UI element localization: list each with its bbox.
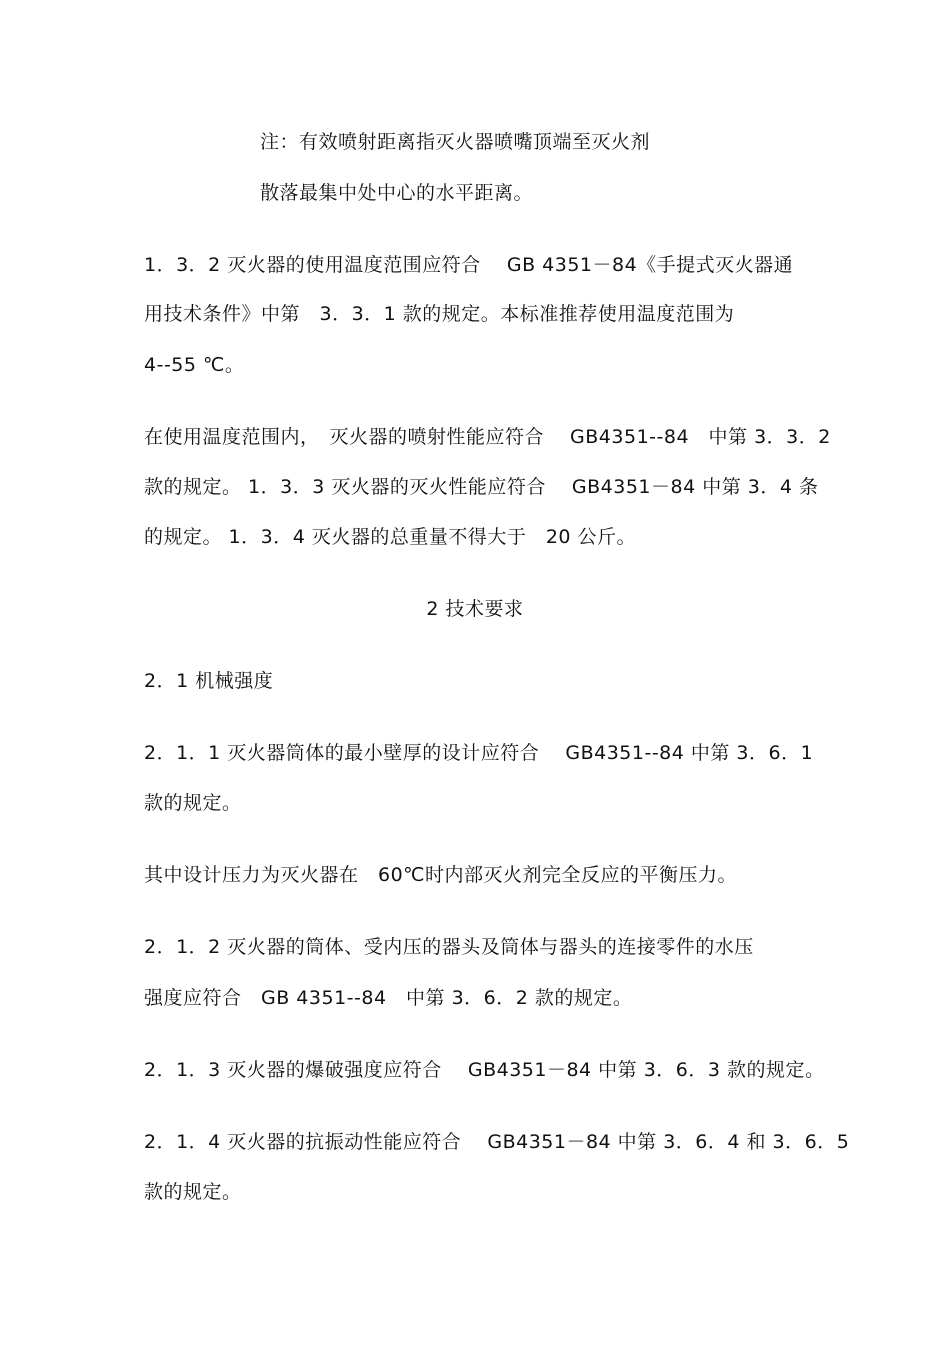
clause-1-3-2-line-2: 用技术条件》中第 3．3．1 款的规定。本标准推荐使用温度范围为	[144, 303, 735, 325]
note-line-1: 注：有效喷射距离指灭火器喷嘴顶端至灭火剂	[260, 131, 651, 153]
spray-paragraph-line-2: 款的规定。 1．3．3 灭火器的灭火性能应符合 GB4351－84 中第 3．4 条	[144, 476, 819, 498]
clause-2-1-3: 2．1．3 灭火器的爆破强度应符合 GB4351－84 中第 3．6．3 款的规定。	[144, 1059, 825, 1081]
spray-paragraph-line-3: 的规定。 1．3．4 灭火器的总重量不得大于 20 公斤。	[144, 526, 637, 548]
clause-1-3-2-line-1: 1．3．2 灭火器的使用温度范围应符合 GB 4351－84《手提式灭火器通	[144, 254, 794, 276]
note-line-2: 散落最集中处中心的水平距离。	[260, 182, 534, 204]
clause-2-1-1-line-2: 款的规定。	[144, 792, 242, 814]
clause-2-1: 2．1 机械强度	[144, 670, 274, 692]
clause-1-3-2-line-3: 4--55 ℃。	[144, 354, 245, 376]
clause-2-1-1-line-1: 2．1．1 灭火器筒体的最小壁厚的设计应符合 GB4351--84 中第 3．6．1	[144, 742, 814, 764]
section-title: 2 技术要求	[426, 598, 524, 620]
clause-2-1-4-line-2: 款的规定。	[144, 1181, 242, 1203]
clause-2-1-4-line-1: 2．1．4 灭火器的抗振动性能应符合 GB4351－84 中第 3．6．4 和 3．6．5	[144, 1131, 850, 1153]
spray-paragraph-line-1: 在使用温度范围内， 灭火器的喷射性能应符合 GB4351--84 中第 3．3．2	[144, 426, 831, 448]
pressure-paragraph: 其中设计压力为灭火器在 60℃时内部灭火剂完全反应的平衡压力。	[144, 864, 738, 886]
clause-2-1-2-line-1: 2．1．2 灭火器的筒体、受内压的器头及筒体与器头的连接零件的水压	[144, 936, 754, 958]
clause-2-1-2-line-2: 强度应符合 GB 4351--84 中第 3．6．2 款的规定。	[144, 987, 633, 1009]
